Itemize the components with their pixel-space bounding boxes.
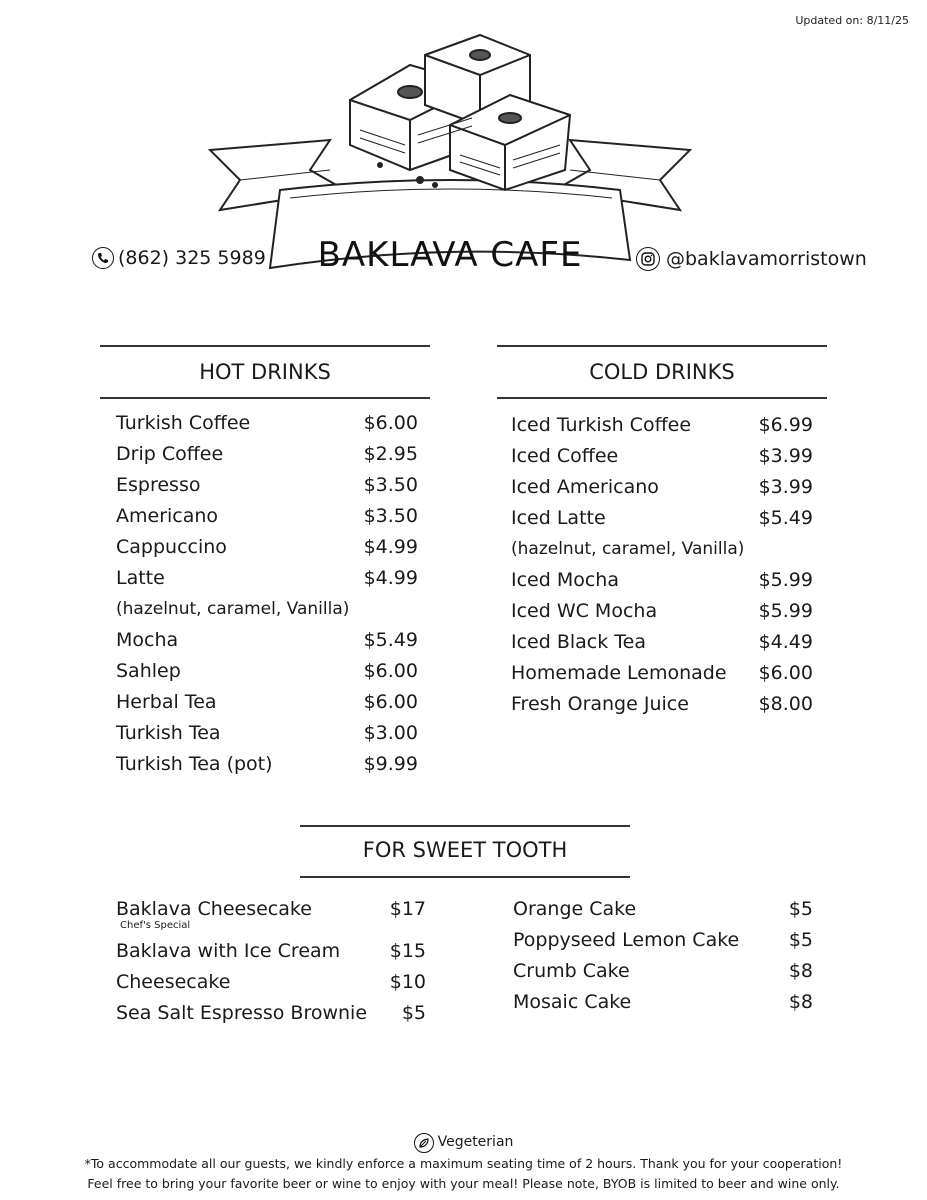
menu-item: Americano $3.50: [116, 504, 418, 527]
menu-item: Iced Mocha $5.99: [511, 568, 813, 591]
menu-item: Cappuccino $4.99: [116, 535, 418, 558]
menu-item: Iced Latte $5.49: [511, 506, 813, 529]
phone-number: (862) 325 5989: [118, 247, 266, 269]
menu-item: Orange Cake $5: [513, 897, 813, 920]
menu-item: Fresh Orange Juice $8.00: [511, 692, 813, 715]
cold-drinks-list: [511, 409, 813, 719]
menu-item: Drip Coffee $2.95: [116, 442, 418, 465]
vegetarian-legend: [414, 1132, 514, 1154]
instagram-handle: @baklavamorristown: [666, 248, 867, 270]
menu-item: Turkish Tea $3.00: [116, 721, 418, 744]
latte-flavor-note: (hazelnut, caramel, Vanilla): [116, 598, 350, 619]
menu-item: Sea Salt Espresso Brownie $5: [116, 1001, 426, 1024]
sweets-heading: FOR SWEET TOOTH: [362, 838, 568, 862]
menu-item: Latte $4.99: [116, 566, 418, 589]
menu-item: Herbal Tea $6.00: [116, 690, 418, 713]
sweets-left-list: [116, 893, 426, 1028]
menu-item: Homemade Lemonade $6.00: [511, 661, 813, 684]
cold-drinks-heading: COLD DRINKS: [589, 360, 735, 384]
instagram-contact[interactable]: [636, 247, 867, 271]
divider: [497, 345, 827, 347]
hot-drinks-heading: HOT DRINKS: [199, 360, 331, 384]
divider: [100, 397, 430, 399]
hot-drinks-list: [116, 407, 418, 779]
phone-contact[interactable]: [92, 247, 266, 269]
menu-item: Iced Coffee $3.99: [511, 444, 813, 467]
menu-item: Turkish Tea (pot) $9.99: [116, 752, 418, 775]
leaf-icon: [414, 1133, 434, 1153]
cafe-title: BAKLAVA CAFE: [317, 235, 583, 275]
divider: [300, 876, 630, 878]
updated-date: Updated on: 8/11/25: [795, 14, 909, 27]
footer: [0, 1132, 927, 1193]
phone-icon: [92, 247, 114, 269]
divider: [100, 345, 430, 347]
menu-item: Iced Americano $3.99: [511, 475, 813, 498]
menu-item: Baklava Cheesecake $17: [116, 897, 426, 920]
menu-item: Poppyseed Lemon Cake $5: [513, 928, 813, 951]
divider: [300, 825, 630, 827]
sweets-right-list: [513, 893, 813, 1017]
menu-item: Mosaic Cake $8: [513, 990, 813, 1013]
menu-item: Crumb Cake $8: [513, 959, 813, 982]
menu-item: Sahlep $6.00: [116, 659, 418, 682]
menu-item: Turkish Coffee $6.00: [116, 411, 418, 434]
menu-item: Espresso $3.50: [116, 473, 418, 496]
menu-item: Cheesecake $10: [116, 970, 426, 993]
divider: [497, 397, 827, 399]
vegetarian-label: Vegeterian: [437, 1134, 514, 1150]
seating-policy-text: *To accommodate all our guests, we kindly enforce a maximum seating time of 2 hours. Thank you for your cooperation!: [84, 1156, 843, 1172]
menu-item: Iced Black Tea $4.49: [511, 630, 813, 653]
iced-latte-flavor-note: (hazelnut, caramel, Vanilla): [511, 538, 745, 559]
menu-item: Baklava with Ice Cream $15: [116, 939, 426, 962]
menu-item: Iced WC Mocha $5.99: [511, 599, 813, 622]
menu-item: Iced Turkish Coffee $6.99: [511, 413, 813, 436]
byob-policy-text: Feel free to bring your favorite beer or wine to enjoy with your meal! Please note, BYOB is limited to beer and wine only.: [87, 1175, 840, 1191]
menu-item: Mocha $5.49: [116, 628, 418, 651]
instagram-icon: [636, 247, 660, 271]
chefs-special-label: Chef's Special: [120, 920, 191, 931]
